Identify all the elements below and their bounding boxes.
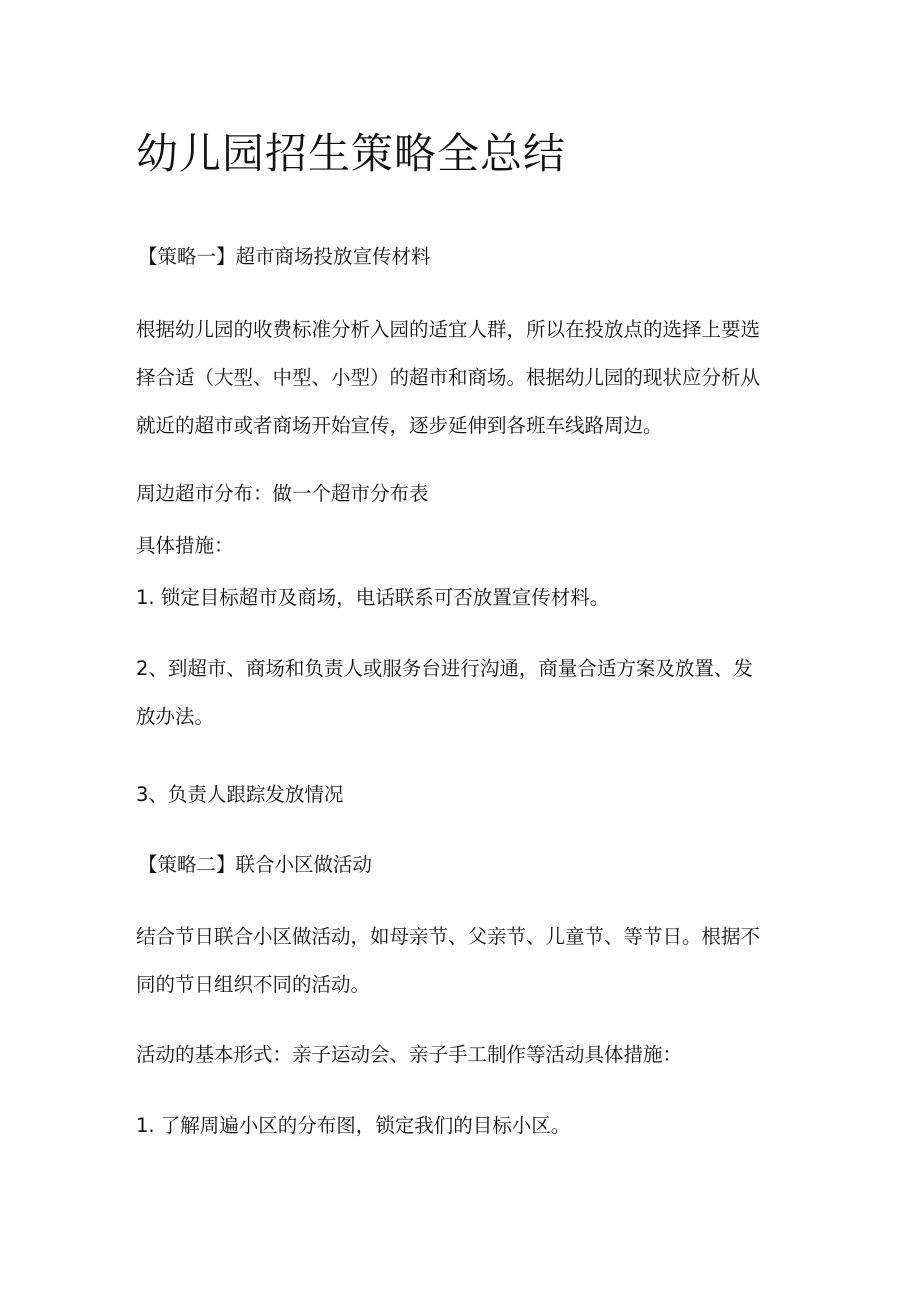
activity-forms: 活动的基本形式：亲子运动会、亲子手工制作等活动具体措施： [136,1043,683,1066]
supermarket-distribution: 周边超市分布：做一个超市分布表 [136,482,429,505]
strategy1-intro-line1: 根据幼儿园的收费标准分析入园的适宜人群，所以在投放点的选择上要选 [136,318,761,341]
page-title: 幼儿园招生策略全总结 [136,129,567,178]
strategy1-step3: 3、负责人跟踪发放情况 [136,783,344,806]
strategy1-intro-line2: 择合适（大型、中型、小型）的超市和商场。根据幼儿园的现状应分析从 [136,366,761,389]
strategy2-step1: 1. 了解周遍小区的分布图，锁定我们的目标小区。 [136,1114,571,1137]
strategy1-step2-line2: 放办法。 [136,705,215,728]
strategy1-intro-line3: 就近的超市或者商场开始宣传，逐步延伸到各班车线路周边。 [136,414,663,437]
strategy1-step1: 1. 锁定目标超市及商场，电话联系可否放置宣传材料。 [136,586,610,609]
strategy1-step2-line1: 2、到超市、商场和负责人或服务台进行沟通，商量合适方案及放置、发 [136,657,753,680]
measures-label: 具体措施： [136,534,234,557]
strategy2-intro-line1: 结合节日联合小区做活动，如母亲节、父亲节、儿童节、等节日。根据不 [136,925,761,948]
strategy2-heading: 【策略二】联合小区做活动 [138,853,373,876]
strategy1-heading: 【策略一】超市商场投放宣传材料 [138,245,431,268]
strategy2-intro-line2: 同的节日组织不同的活动。 [136,973,371,996]
